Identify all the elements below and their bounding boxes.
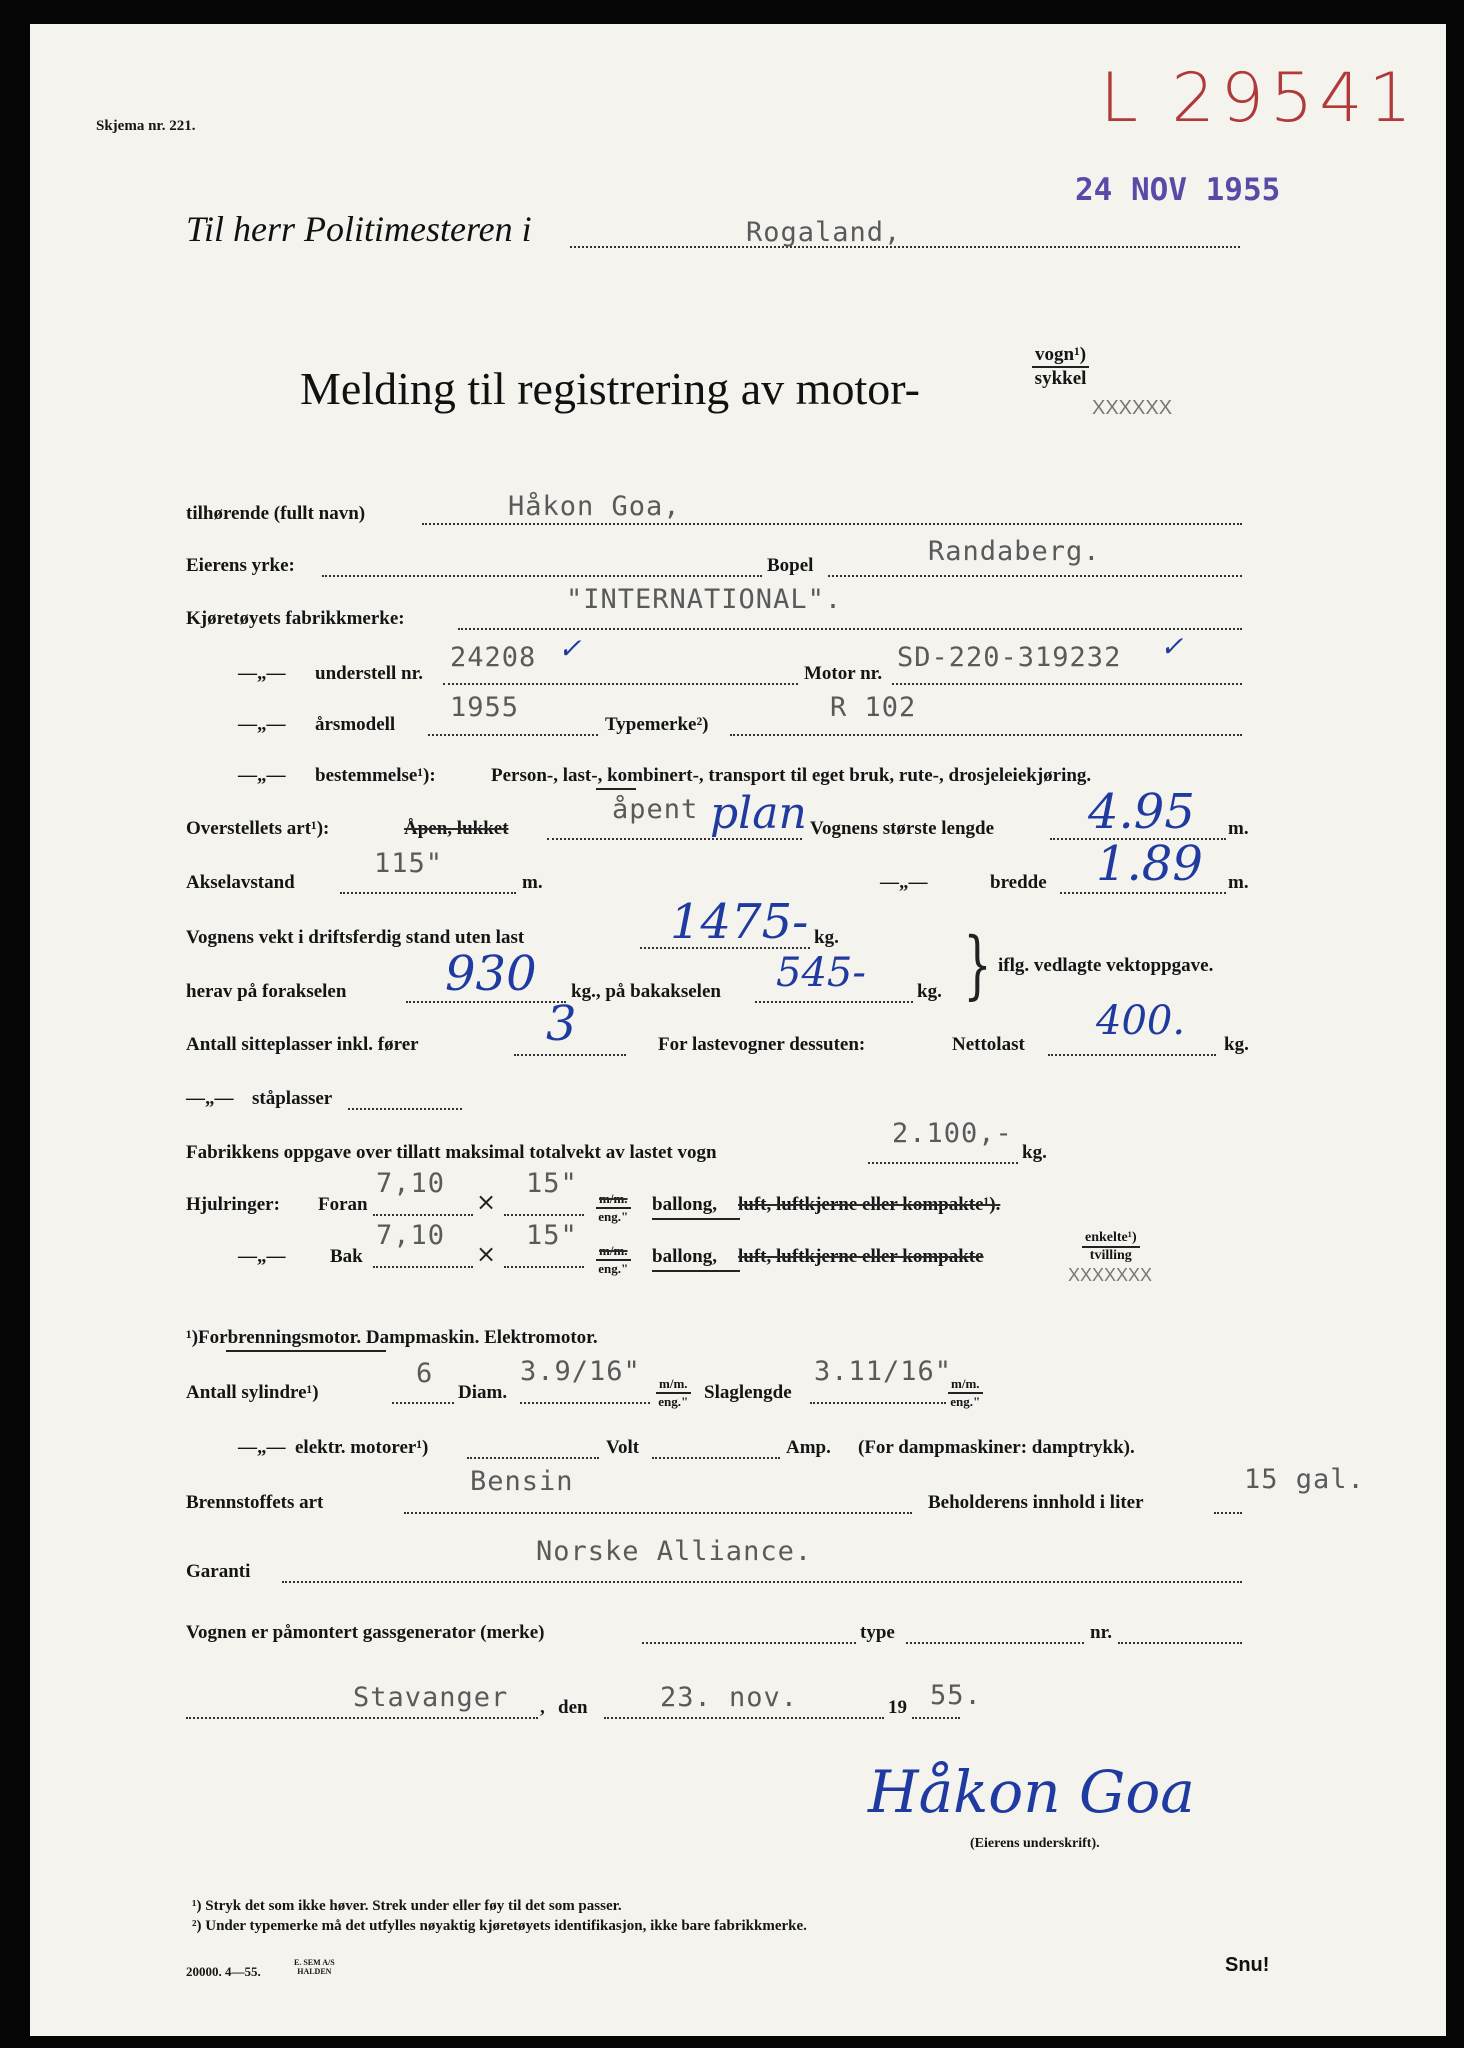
steam-pressure-label: (For dampmaskiner: damptrykk).: [858, 1437, 1135, 1458]
rear-axle-value: 545-: [776, 950, 866, 996]
footnote-2: ²) Under typemerke må det utfylles nøyaktig kjøretøyets identifikasjon, ikke bare fabrikkmerke.: [192, 1918, 807, 1934]
guarantee-value: Norske Alliance.: [536, 1536, 813, 1567]
wheels-rear-times: ×: [476, 1240, 497, 1268]
body-label: Overstellets art¹):: [186, 818, 330, 839]
date-label: den: [558, 1697, 588, 1718]
wheels-rear-rim: 15": [526, 1220, 578, 1251]
owner-line: [422, 523, 1242, 525]
residence-line: [828, 575, 1242, 577]
length-unit: m.: [1228, 818, 1249, 839]
wheels-rear-unit-fraction: m/m. eng.": [596, 1243, 631, 1277]
electric-line: [467, 1457, 599, 1459]
volt-label: Volt: [606, 1437, 640, 1458]
addressee-label: Til herr Politimesteren i: [186, 209, 532, 249]
seats-label: Antall sitteplasser inkl. fører: [186, 1034, 419, 1055]
net-load-line: [1048, 1054, 1216, 1056]
stroke-value: 3.11/16": [814, 1356, 953, 1387]
cylinders-value: 6: [416, 1358, 434, 1389]
gas-no-line: [1118, 1642, 1242, 1644]
addressee-value: Rogaland,: [746, 217, 902, 248]
bore-unit-fraction: m/m. eng.": [656, 1376, 691, 1410]
model-year-value: 1955: [450, 692, 520, 723]
body-typed-value: åpent: [612, 794, 699, 825]
seats-line: [514, 1054, 626, 1056]
wheelbase-line: [340, 892, 516, 894]
net-load-label: Nettolast: [952, 1034, 1025, 1055]
year-dash: —„—: [238, 714, 286, 735]
stroke-unit-fraction: m/m. eng.": [948, 1376, 983, 1410]
wheels-rear-struck: luft, luftkjerne eller kompakte: [738, 1246, 984, 1267]
guarantee-label: Garanti: [186, 1561, 251, 1582]
residence-label: Bopel: [767, 555, 814, 576]
gross-weight-value: 2.100,-: [892, 1118, 1013, 1149]
weight-reference: iflg. vedlagte vektoppgave.: [998, 955, 1214, 976]
file-number: L 29541: [1100, 59, 1418, 138]
turn-over-label: Snu!: [1225, 1954, 1270, 1976]
wheels-front-unit-fraction: m/m. eng.": [596, 1191, 631, 1225]
wheels-front-struck: luft, luftkjerne eller kompakte¹).: [738, 1194, 1001, 1215]
purpose-options: Person-, last-, kombinert-, transport til eget bruk, rute-, drosjeleiekjøring.: [491, 765, 1092, 786]
bore-value: 3.9/16": [520, 1356, 641, 1387]
form-number: Skjema nr. 221.: [96, 118, 196, 134]
purpose-dash: —„—: [238, 765, 286, 786]
electric-label: elektr. motorer¹): [295, 1437, 429, 1458]
date-line: [604, 1717, 884, 1719]
tank-label: Beholderens innhold i liter: [928, 1492, 1144, 1513]
wheels-front-line-2: [504, 1214, 584, 1216]
wheels-rear-size: 7,10: [376, 1220, 446, 1251]
model-year-label: årsmodell: [315, 714, 396, 735]
wheels-rear-balloon-underline: [652, 1270, 740, 1272]
engine-no-line: [892, 683, 1242, 685]
owner-value: Håkon Goa,: [508, 491, 681, 522]
gross-weight-label: Fabrikkens oppgave over tillatt maksimal totalvekt av lastet vogn: [186, 1142, 717, 1163]
signature-caption: (Eierens underskrift).: [970, 1836, 1100, 1851]
length-label: Vognens største lengde: [810, 818, 995, 839]
gas-generator-line: [642, 1642, 856, 1644]
wheels-rear-single-twin: enkelte¹) tvilling: [1082, 1230, 1140, 1264]
occupation-line: [322, 575, 762, 577]
gross-weight-line: [868, 1162, 1018, 1164]
date-value: 23. nov.: [660, 1682, 799, 1713]
purpose-label: bestemmelse¹):: [315, 765, 436, 786]
place-value: Stavanger: [353, 1682, 509, 1713]
stroke-line: [810, 1402, 946, 1404]
rear-axle-line: [755, 1001, 913, 1003]
chassis-value: 24208: [450, 642, 537, 673]
chassis-line: [443, 683, 798, 685]
bore-label: Diam.: [458, 1382, 508, 1403]
type-mark-label: Typemerke²): [605, 714, 709, 735]
wheels-front-rim: 15": [526, 1168, 578, 1199]
width-dash: —„—: [880, 872, 928, 893]
rear-axle-label: kg., på bakakselen: [571, 981, 721, 1002]
length-value: 4.95: [1088, 784, 1195, 840]
width-unit: m.: [1228, 872, 1249, 893]
addressee-line: [570, 246, 1240, 248]
front-axle-value: 930: [445, 946, 537, 1002]
wheels-rear-line-1: [373, 1266, 473, 1268]
date-comma: ,: [540, 1697, 545, 1718]
make-label: Kjøretøyets fabrikkmerke:: [186, 608, 405, 629]
fuel-line: [404, 1512, 912, 1514]
width-value: 1.89: [1096, 836, 1203, 892]
type-mark-line: [730, 734, 1242, 736]
cylinders-line: [392, 1402, 454, 1404]
stroke-label: Slaglengde: [704, 1382, 792, 1403]
owner-signature: Håkon Goa: [868, 1758, 1195, 1826]
form-title: Melding til registrering av motor-: [300, 363, 920, 414]
wheels-front-balloon: ballong,: [652, 1194, 717, 1215]
engine-no-label: Motor nr.: [804, 663, 883, 684]
gas-generator-label: Vognen er påmontert gassgenerator (merke): [186, 1622, 545, 1643]
engine-type-underline: [226, 1350, 386, 1352]
print-run: 20000. 4—55.: [186, 1964, 261, 1979]
body-struck-options: Åpen, lukket: [404, 818, 509, 839]
gas-no-label: nr.: [1090, 1622, 1113, 1643]
year-line: [912, 1717, 960, 1719]
cargo-label: For lastevogner dessuten:: [658, 1034, 866, 1055]
electric-dash: —„—: [238, 1437, 286, 1458]
wheelbase-label: Akselavstand: [186, 872, 295, 893]
weight-unit: kg.: [814, 927, 839, 948]
type-mark-value: R 102: [830, 692, 917, 723]
width-label: bredde: [990, 872, 1047, 893]
purpose-underline: [596, 788, 636, 790]
chassis-check: ✓: [558, 632, 582, 665]
owner-label: tilhørende (fullt navn): [186, 503, 366, 524]
guarantee-line: [282, 1581, 1242, 1583]
wheels-rear-label: Bak: [330, 1246, 363, 1267]
width-line: [1060, 892, 1226, 894]
wheels-label: Hjulringer:: [186, 1194, 280, 1215]
make-value: "INTERNATIONAL".: [566, 584, 843, 615]
wheels-front-times: ×: [476, 1188, 497, 1216]
front-axle-label: herav på forakselen: [186, 981, 347, 1002]
residence-value: Randaberg.: [928, 536, 1101, 567]
title-typed-x: XXXXXX: [1092, 397, 1173, 419]
gross-weight-unit: kg.: [1022, 1142, 1047, 1163]
wheels-rear-dash: —„—: [238, 1246, 286, 1267]
received-stamp: 24 NOV 1955: [1075, 172, 1281, 208]
make-line: [458, 628, 1242, 630]
year-value: 55.: [930, 1680, 982, 1711]
gas-type-label: type: [860, 1622, 895, 1643]
fuel-value: Bensin: [470, 1466, 574, 1497]
wheels-front-line-1: [373, 1214, 473, 1216]
weight-label: Vognens vekt i driftsferdig stand uten last: [186, 927, 525, 948]
year-prefix: 19: [888, 1697, 907, 1718]
chassis-dash: —„—: [238, 663, 286, 684]
seats-value: 3: [546, 996, 577, 1052]
tank-line: [1214, 1512, 1242, 1514]
title-vehicle-fraction: vogn¹) sykkel: [1032, 344, 1089, 390]
printer-mark: E. SEM A/S HALDEN: [294, 1958, 335, 1976]
engine-no-value: SD-220-319232: [897, 642, 1122, 673]
form-sheet: [30, 24, 1446, 2036]
occupation-label: Eierens yrke:: [186, 555, 295, 576]
weight-value: 1475-: [670, 894, 809, 950]
wheels-typed-x: XXXXXXX: [1068, 1265, 1153, 1285]
wheels-rear-balloon: ballong,: [652, 1246, 717, 1267]
model-year-line: [428, 734, 598, 736]
engine-check: ✓: [1160, 630, 1184, 663]
wheelbase-unit: m.: [522, 872, 543, 893]
body-handwritten-value: plan: [710, 788, 807, 839]
wheels-front-size: 7,10: [376, 1168, 446, 1199]
chassis-label: understell nr.: [315, 663, 424, 684]
tank-value: 15 gal.: [1244, 1464, 1365, 1495]
fuel-label: Brennstoffets art: [186, 1492, 324, 1513]
weight-brace: }: [963, 922, 992, 1008]
standing-label: ståplasser: [252, 1088, 333, 1109]
gas-type-line: [906, 1642, 1084, 1644]
wheels-front-balloon-underline: [652, 1218, 740, 1220]
engine-types: ¹)Forbrenningsmotor. Dampmaskin. Elektromotor.: [186, 1327, 598, 1348]
cylinders-label: Antall sylindre¹): [186, 1382, 319, 1403]
net-load-unit: kg.: [1224, 1034, 1249, 1055]
wheels-front-label: Foran: [318, 1194, 368, 1215]
net-load-value: 400.: [1096, 998, 1186, 1044]
wheels-rear-line-2: [504, 1266, 584, 1268]
footnote-1: ¹) Stryk det som ikke høver. Strek under eller føy til det som passer.: [192, 1898, 622, 1914]
volt-line: [652, 1457, 780, 1459]
wheelbase-value: 115": [374, 848, 444, 879]
place-line: [186, 1717, 538, 1719]
bore-line: [520, 1402, 650, 1404]
standing-line: [348, 1108, 462, 1110]
amp-label: Amp.: [786, 1437, 831, 1458]
standing-dash: —„—: [186, 1088, 234, 1109]
rear-axle-unit: kg.: [917, 981, 942, 1002]
